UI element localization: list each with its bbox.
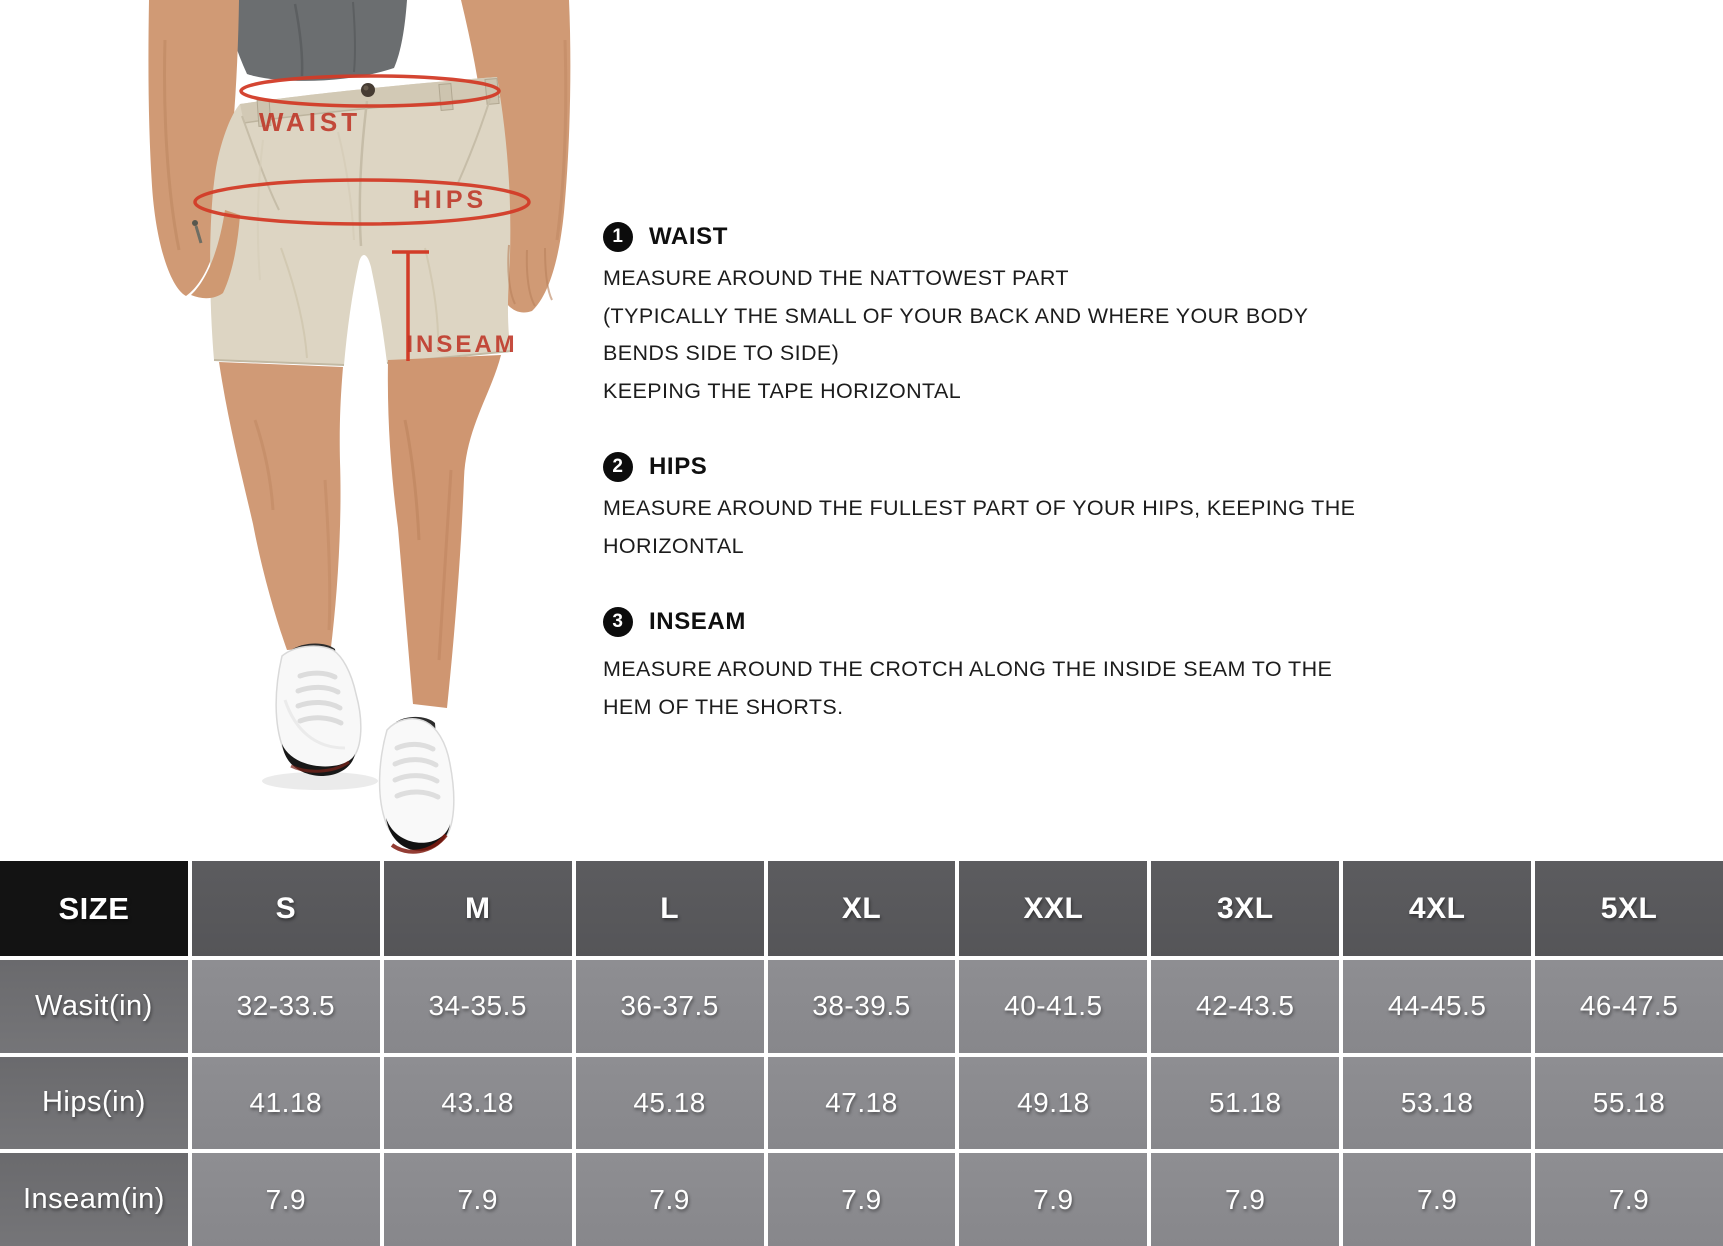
table-cell: 44-45.5 bbox=[1343, 960, 1531, 1053]
table-cell: 34-35.5 bbox=[384, 960, 572, 1053]
belt-loop bbox=[439, 84, 453, 111]
table-cell: 7.9 bbox=[1343, 1153, 1531, 1246]
table-cell: 46-47.5 bbox=[1535, 960, 1723, 1053]
instruction-line: MEASURE AROUND THE CROTCH ALONG THE INSIDE SEAM TO THE bbox=[603, 657, 1333, 681]
table-cell: 41.18 bbox=[192, 1057, 380, 1150]
table-cell: 43.18 bbox=[384, 1057, 572, 1150]
instruction-title-row bbox=[603, 222, 1403, 252]
hips-label: HIPS bbox=[412, 186, 488, 214]
table-row-label: Wasit(in) bbox=[0, 960, 188, 1053]
instruction-body bbox=[603, 651, 1403, 726]
table-cell: 7.9 bbox=[1151, 1153, 1339, 1246]
table-header-cell: 3XL bbox=[1151, 861, 1339, 956]
instruction-line: (TYPICALLY THE SMALL OF YOUR BACK AND WHERE YOUR BODY bbox=[603, 303, 1309, 328]
table-header-cell: 5XL bbox=[1535, 861, 1723, 956]
table-cell: 7.9 bbox=[384, 1153, 572, 1246]
instruction-line: HEM OF THE SHORTS. bbox=[603, 694, 844, 719]
table-header-cell: XXL bbox=[959, 861, 1147, 956]
number-1-badge: 1 bbox=[603, 222, 633, 252]
number-2-badge: 2 bbox=[603, 452, 633, 482]
table-header-cell: 4XL bbox=[1343, 861, 1531, 956]
table-cell: 42-43.5 bbox=[1151, 960, 1339, 1053]
number-3-badge: 3 bbox=[603, 607, 633, 637]
model-figure-graphic bbox=[95, 0, 625, 860]
instruction-section-hips bbox=[603, 452, 1403, 565]
model-photo bbox=[95, 0, 625, 860]
instruction-line: BENDS SIDE TO SIDE) bbox=[603, 341, 840, 365]
instruction-line: MEASURE AROUND THE FULLEST PART OF YOUR HIPS, KEEPING THE bbox=[603, 496, 1356, 520]
table-cell: 36-37.5 bbox=[576, 960, 764, 1053]
instruction-title-row bbox=[603, 607, 1403, 637]
instruction-line: HORIZONTAL bbox=[603, 533, 744, 558]
table-cell: 38-39.5 bbox=[768, 960, 956, 1053]
table-header-cell: S bbox=[192, 861, 380, 956]
belt-loop bbox=[485, 79, 499, 105]
waist-button bbox=[361, 83, 375, 97]
instruction-section-inseam bbox=[603, 607, 1403, 726]
table-cell: 7.9 bbox=[959, 1153, 1147, 1246]
instruction-title-row bbox=[603, 452, 1403, 482]
table-cell: 7.9 bbox=[1535, 1153, 1723, 1246]
table-cell: 40-41.5 bbox=[959, 960, 1147, 1053]
waist-label: WAIST bbox=[258, 107, 362, 137]
legs-graphic bbox=[219, 355, 501, 708]
instruction-body bbox=[603, 260, 1403, 410]
table-cell: 53.18 bbox=[1343, 1057, 1531, 1150]
table-cell: 55.18 bbox=[1535, 1057, 1723, 1150]
table-cell: 7.9 bbox=[768, 1153, 956, 1246]
instruction-line: KEEPING THE TAPE HORIZONTAL bbox=[603, 378, 962, 403]
inseam-label: INSEAM bbox=[406, 331, 518, 358]
instruction-title: HIPS bbox=[649, 453, 708, 480]
right-shoe-graphic bbox=[380, 717, 454, 852]
table-header-cell: XL bbox=[768, 861, 956, 956]
shirt-graphic bbox=[223, 0, 407, 81]
table-cell: 45.18 bbox=[576, 1057, 764, 1150]
table-cell: 51.18 bbox=[1151, 1057, 1339, 1150]
left-shoe-graphic bbox=[262, 643, 378, 790]
table-row-label: Inseam(in) bbox=[0, 1153, 188, 1246]
instruction-section-waist bbox=[603, 222, 1403, 410]
size-chart-table bbox=[0, 858, 1723, 1246]
table-cell: 7.9 bbox=[576, 1153, 764, 1246]
table-header-cell: M bbox=[384, 861, 572, 956]
table-cell: 32-33.5 bbox=[192, 960, 380, 1053]
table-header-cell: SIZE bbox=[0, 861, 188, 956]
instruction-title: WAIST bbox=[649, 223, 728, 250]
table-header-cell: L bbox=[576, 861, 764, 956]
table-cell: 49.18 bbox=[959, 1057, 1147, 1150]
table-row-label: Hips(in) bbox=[0, 1057, 188, 1150]
table-cell: 7.9 bbox=[192, 1153, 380, 1246]
table-cell: 47.18 bbox=[768, 1057, 956, 1150]
instruction-line: MEASURE AROUND THE NATTOWEST PART bbox=[603, 266, 1069, 290]
instruction-body bbox=[603, 490, 1403, 565]
measuring-instructions bbox=[603, 222, 1403, 726]
instruction-title: INSEAM bbox=[649, 608, 746, 635]
